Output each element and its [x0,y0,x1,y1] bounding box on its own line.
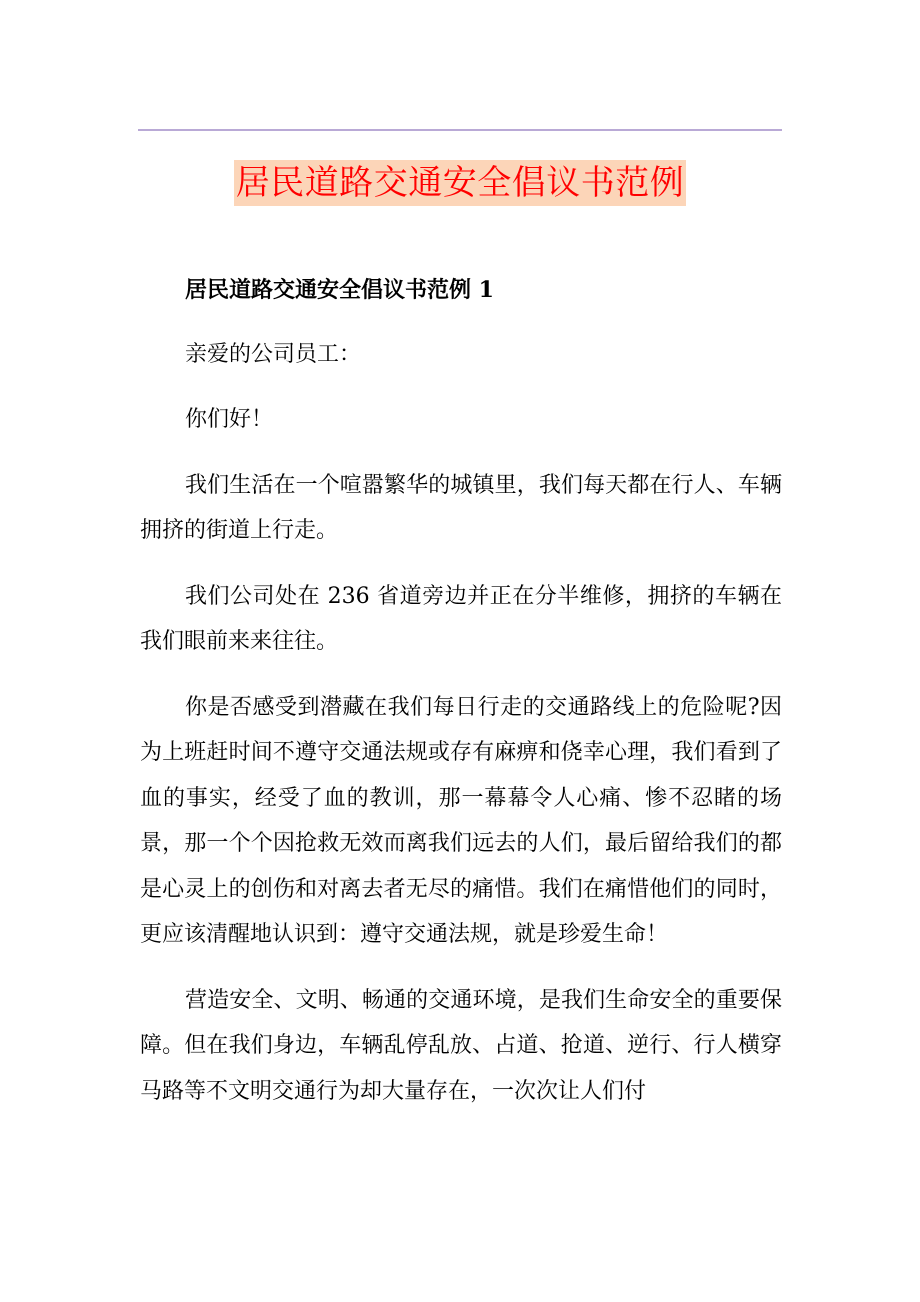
section-heading: 居民道路交通安全倡议书范例 1 [185,277,494,303]
body-paragraph: 你是否感受到潜藏在我们每日行走的交通路线上的危险呢?因为上班赶时间不遵守交通法规或存有麻痹和侥幸心理，我们看到了血的事实，经受了血的教训，那一幕幕令人心痛、惨不忍睹的场景，那一个个因抢救无效而离我们远去的人们，最后留给我们的都是心灵上的创伤和对离去者无尽的痛惜。我们在痛惜他们的同时，更应该清醒地认识到：遵守交通法规，就是珍爱生命！ [140,694,782,947]
document-title: 居民道路交通安全倡议书范例 [234,160,687,206]
document-body [140,268,782,1134]
greeting: 你们好！ [185,407,274,432]
salutation: 亲爱的公司员工： [185,341,362,367]
header-divider [138,129,782,131]
body-paragraph: 营造安全、文明、畅通的交通环境，是我们生命安全的重要保障。但在我们身边，车辆乱停乱放、占道、抢道、逆行、行人横穿马路等不文明交通行为却大量存在，一次次让人们付 [140,987,782,1104]
body-paragraph: 我们公司处在 236 省道旁边并正在分半维修，拥挤的车辆在我们眼前来来往往。 [140,583,782,654]
title-container [0,160,920,206]
body-paragraph: 我们生活在一个喧嚣繁华的城镇里，我们每天都在行人、车辆拥挤的街道上行走。 [140,472,782,543]
